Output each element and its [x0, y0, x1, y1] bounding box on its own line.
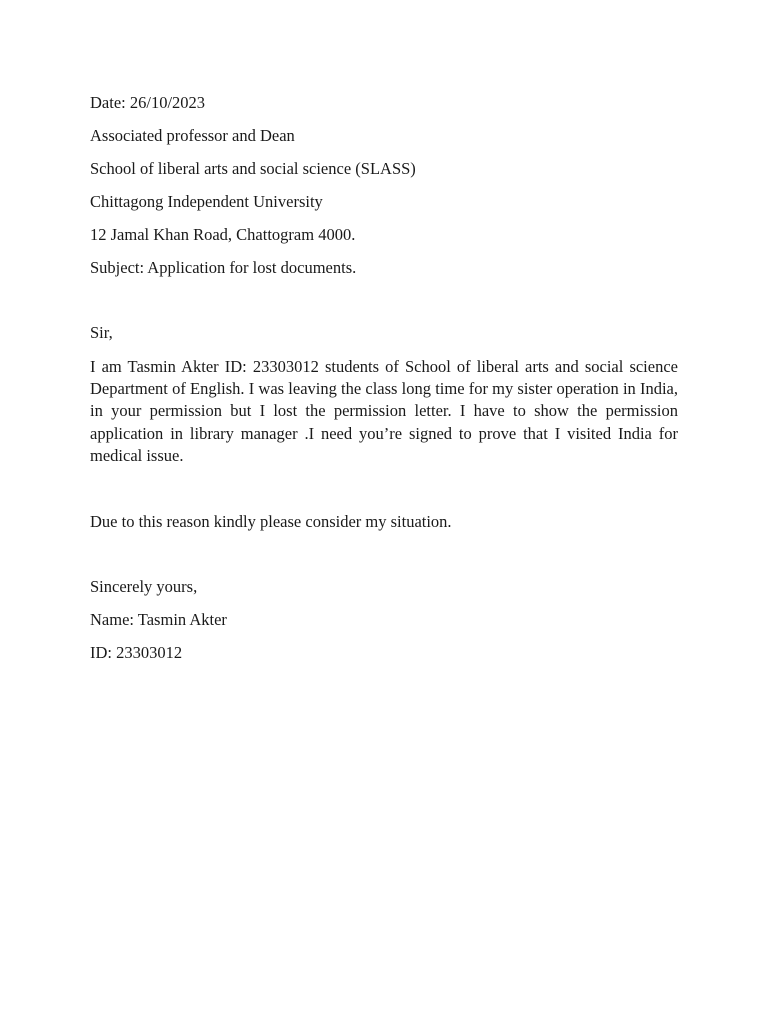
- sender-id: ID: 23303012: [90, 643, 183, 662]
- salutation: Sir,: [90, 323, 113, 342]
- letter-closing: Sincerely yours,: [90, 577, 198, 596]
- recipient-address: 12 Jamal Khan Road, Chattogram 4000.: [90, 225, 356, 244]
- recipient-university: Chittagong Independent University: [90, 192, 323, 211]
- letter-subject: Subject: Application for lost documents.: [90, 258, 357, 277]
- letter-body: I am Tasmin Akter ID: 23303012 students of School of liberal arts and social science Department of English. I was leaving the class long time for my sister operation in India, in your permission but I lost the permission letter. I have to show the permission application in library manager .I need you’re signed to prove that I visited India for medical issue.: [90, 357, 678, 465]
- sender-name: Name: Tasmin Akter: [90, 610, 227, 629]
- letter-request: Due to this reason kindly please consider my situation.: [90, 512, 452, 531]
- recipient-school: School of liberal arts and social science (SLASS): [90, 159, 416, 178]
- recipient-title: Associated professor and Dean: [90, 126, 295, 145]
- letter-date: Date: 26/10/2023: [90, 93, 206, 112]
